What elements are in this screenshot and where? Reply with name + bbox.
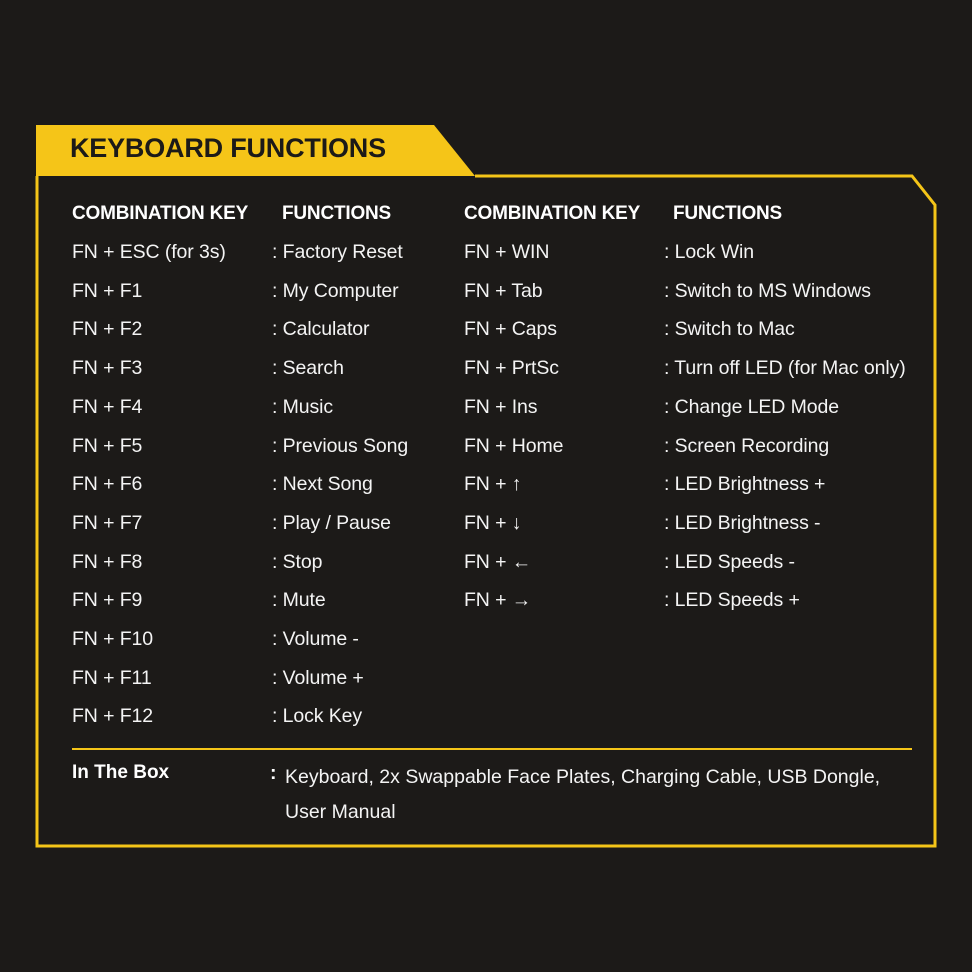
function-description: : Music [272, 395, 334, 418]
function-description: : Mute [272, 589, 326, 612]
combination-key: FN + F7 [72, 511, 143, 534]
left-header-combination-key: COMBINATION KEY [72, 203, 249, 224]
function-description: : Lock Win [664, 241, 755, 263]
combination-key: FN + F1 [72, 279, 143, 302]
page-title: KEYBOARD FUNCTIONS [70, 133, 386, 163]
section-divider [72, 748, 912, 750]
right-table-row [464, 388, 944, 426]
combination-key: FN + ESC (for 3s) [72, 241, 226, 263]
right-table-row [464, 581, 944, 619]
function-description: : Switch to MS Windows [664, 279, 871, 302]
right-table-row [464, 272, 944, 310]
combination-key: FN + Home [464, 434, 564, 457]
combination-key: FN + PrtSc [464, 357, 559, 380]
combination-key: FN + ← [464, 550, 532, 573]
right-header-functions: FUNCTIONS [673, 203, 783, 224]
function-description: : Switch to Mac [664, 318, 795, 341]
combination-key: FN + WIN [464, 241, 550, 263]
function-description: : Change LED Mode [664, 395, 839, 418]
right-table-row [464, 233, 944, 271]
left-header-functions: FUNCTIONS [282, 203, 392, 224]
combination-key: FN + F10 [72, 628, 154, 650]
combination-key: FN + Ins [464, 395, 538, 418]
combination-key: FN + F2 [72, 318, 143, 341]
function-description: : Lock Key [272, 705, 363, 728]
combination-key: FN + Tab [464, 279, 543, 302]
function-description: : LED Speeds + [664, 589, 800, 612]
left-table-row [72, 659, 552, 697]
right-header-combination-key: COMBINATION KEY [464, 203, 641, 224]
combination-key: FN + F3 [72, 357, 143, 380]
right-table-row [464, 543, 944, 581]
right-table-row [464, 349, 944, 387]
function-description: : Turn off LED (for Mac only) [664, 357, 906, 380]
combination-key: FN + F4 [72, 395, 143, 418]
function-description: : Previous Song [272, 434, 409, 457]
combination-key: FN + F8 [72, 550, 143, 573]
function-description: : LED Speeds - [664, 550, 795, 573]
function-description: : Calculator [272, 318, 370, 341]
function-description: : Factory Reset [272, 241, 403, 263]
combination-key: FN + F5 [72, 434, 143, 457]
right-table-row [464, 504, 944, 542]
right-table-row [464, 465, 944, 503]
function-description: : LED Brightness + [664, 473, 826, 496]
right-table-row [464, 310, 944, 348]
function-description: : Volume + [272, 666, 364, 689]
combination-key: FN + Caps [464, 318, 557, 341]
combination-key: FN + ↓ [464, 511, 522, 534]
in-the-box-label: In The Box [72, 762, 170, 783]
left-table-row [72, 697, 552, 735]
function-description: : Search [272, 357, 344, 380]
function-description: : Volume - [272, 628, 359, 650]
combination-key: FN + F11 [72, 666, 152, 689]
combination-key: FN + ↑ [464, 473, 522, 496]
in-the-box-colon: : [270, 762, 277, 784]
combination-key: FN + F12 [72, 705, 154, 728]
function-description: : Next Song [272, 473, 373, 496]
right-table-row [464, 427, 944, 465]
function-description: : LED Brightness - [664, 511, 821, 534]
combination-key: FN + F9 [72, 589, 143, 612]
function-description: : Play / Pause [272, 511, 391, 534]
function-description: : Stop [272, 550, 323, 573]
combination-key: FN + F6 [72, 473, 143, 496]
function-description: : My Computer [272, 279, 399, 302]
function-description: : Screen Recording [664, 434, 830, 457]
in-the-box-contents: Keyboard, 2x Swappable Face Plates, Charging Cable, USB Dongle, User Manual [285, 766, 881, 823]
left-table-row [72, 620, 552, 658]
combination-key: FN + → [464, 589, 532, 612]
